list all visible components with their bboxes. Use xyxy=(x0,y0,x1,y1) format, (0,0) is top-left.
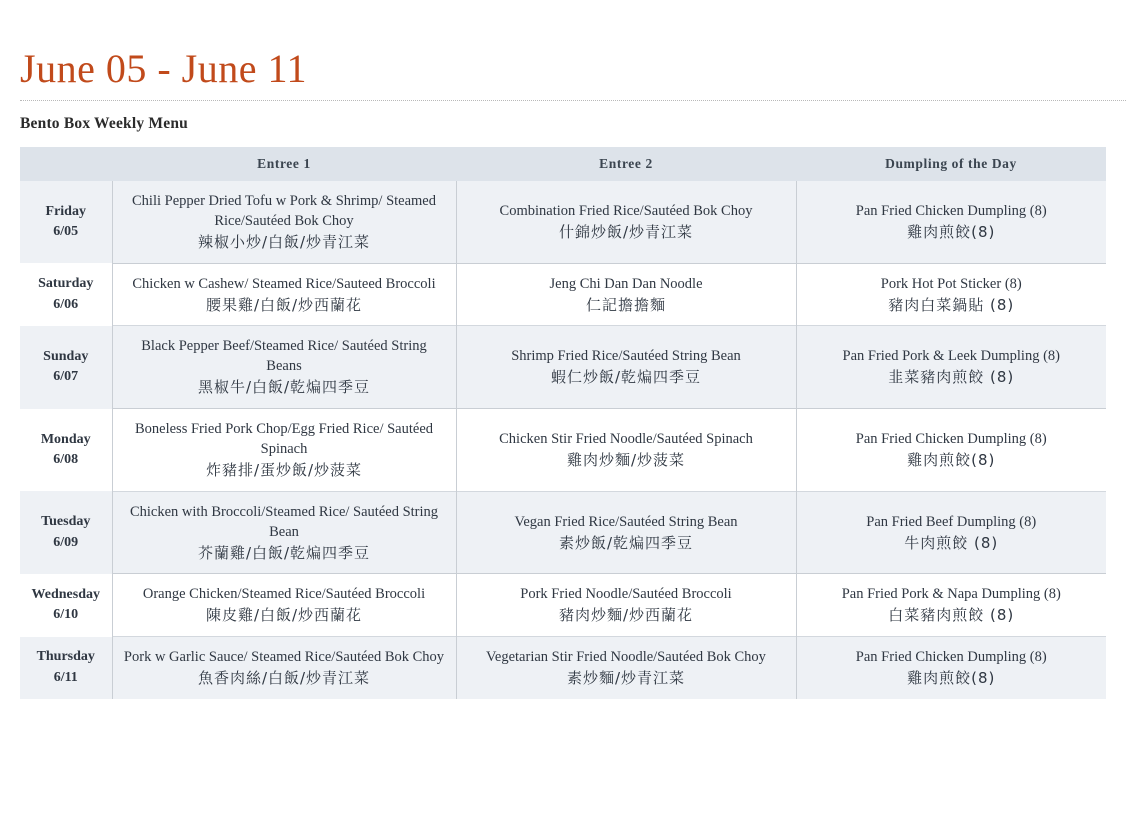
entree2-cell xyxy=(456,491,796,574)
dumpling-english: Pan Fried Chicken Dumpling (8) xyxy=(855,431,1047,448)
table-row xyxy=(20,263,1106,326)
dumpling-chinese: 雞肉煎餃(8) xyxy=(907,451,996,470)
dumpling-chinese: 豬肉白菜鍋貼 (8) xyxy=(888,295,1015,314)
entree2-chinese: 雞肉炒麵/炒菠菜 xyxy=(566,451,686,470)
dumpling-english: Pan Fried Pork & Napa Dumpling (8) xyxy=(841,586,1061,603)
entree1-english: Orange Chicken/Steamed Rice/Sautéed Broccoli xyxy=(142,586,426,603)
dumpling-cell xyxy=(796,326,1106,409)
entree2-cell xyxy=(456,181,796,263)
dumpling-cell xyxy=(796,574,1106,637)
entree1-cell xyxy=(112,181,456,263)
day-date: 6/08 xyxy=(53,451,79,467)
entree2-chinese: 蝦仁炒飯/乾煸四季豆 xyxy=(550,368,702,387)
dumpling-cell xyxy=(796,637,1106,699)
table-row xyxy=(20,574,1106,637)
entree1-chinese: 腰果雞/白飯/炒西蘭花 xyxy=(205,295,363,314)
entree1-chinese: 魚香肉絲/白飯/炒青江菜 xyxy=(197,669,371,688)
day-name: Monday xyxy=(40,431,91,447)
entree1-cell xyxy=(112,409,456,492)
column-header-day xyxy=(20,147,112,181)
row-day-cell xyxy=(20,637,112,699)
table-row xyxy=(20,326,1106,409)
entree2-english: Vegan Fried Rice/Sautéed String Bean xyxy=(514,513,738,530)
entree1-cell xyxy=(112,263,456,326)
day-date: 6/05 xyxy=(53,224,79,240)
entree1-cell xyxy=(112,326,456,409)
entree1-english: Chicken with Broccoli/Steamed Rice/ Sautéed String Bean xyxy=(129,503,439,540)
table-row xyxy=(20,409,1106,492)
entree2-cell xyxy=(456,637,796,699)
dumpling-cell xyxy=(796,263,1106,326)
entree2-english: Vegetarian Stir Fried Noodle/Sautéed Bok Choy xyxy=(486,649,766,666)
column-header-entree2: Entree 2 xyxy=(456,147,796,181)
day-date: 6/09 xyxy=(53,534,79,550)
dumpling-chinese: 韭菜豬肉煎餃 (8) xyxy=(888,368,1015,387)
entree2-cell xyxy=(456,409,796,492)
entree1-cell xyxy=(112,574,456,637)
table-row xyxy=(20,637,1106,699)
entree1-chinese: 芥蘭雞/白飯/乾煸四季豆 xyxy=(197,543,371,562)
entree1-english: Chicken w Cashew/ Steamed Rice/Sauteed Broccoli xyxy=(132,275,436,292)
page-title: June 05 - June 11 xyxy=(20,46,307,91)
title-divider xyxy=(20,100,1126,101)
row-day-cell xyxy=(20,409,112,492)
menu-subtitle: Bento Box Weekly Menu xyxy=(20,115,188,132)
dumpling-cell xyxy=(796,181,1106,263)
entree2-chinese: 仁記擔擔麵 xyxy=(585,295,666,314)
entree1-cell xyxy=(112,637,456,699)
weekly-menu-table xyxy=(20,147,1106,699)
entree2-chinese: 素炒飯/乾煸四季豆 xyxy=(558,533,694,552)
entree1-chinese: 陳皮雞/白飯/炒西蘭花 xyxy=(205,606,363,625)
table-header xyxy=(20,147,1106,181)
column-header-dumpling: Dumpling of the Day xyxy=(796,147,1106,181)
day-name: Saturday xyxy=(38,276,94,292)
day-name: Sunday xyxy=(43,348,89,364)
dumpling-chinese: 雞肉煎餃(8) xyxy=(907,223,996,241)
column-header-entree1: Entree 1 xyxy=(112,147,456,181)
entree2-cell xyxy=(456,263,796,326)
row-day-cell xyxy=(20,263,112,326)
entree2-english: Chicken Stir Fried Noodle/Sautéed Spinach xyxy=(499,431,753,448)
day-name: Thursday xyxy=(36,649,95,665)
day-name: Friday xyxy=(45,203,86,219)
day-name: Tuesday xyxy=(41,514,91,530)
table-row xyxy=(20,181,1106,263)
table-body xyxy=(20,181,1106,699)
dumpling-english: Pan Fried Chicken Dumpling (8) xyxy=(855,649,1047,666)
entree1-chinese: 黑椒牛/白飯/乾煸四季豆 xyxy=(197,378,371,397)
entree2-chinese: 豬肉炒麵/炒西蘭花 xyxy=(558,606,694,625)
day-date: 6/10 xyxy=(53,607,79,623)
entree1-cell xyxy=(112,491,456,574)
day-name: Wednesday xyxy=(31,586,100,602)
dumpling-chinese: 牛肉煎餃 (8) xyxy=(904,533,999,552)
row-day-cell xyxy=(20,181,112,263)
entree1-chinese: 炸豬排/蛋炒飯/炒菠菜 xyxy=(205,461,363,480)
entree2-cell xyxy=(456,574,796,637)
day-date: 6/11 xyxy=(53,669,78,685)
row-day-cell xyxy=(20,491,112,574)
day-date: 6/06 xyxy=(53,296,79,312)
row-day-cell xyxy=(20,326,112,409)
entree1-english: Pork w Garlic Sauce/ Steamed Rice/Sautéed Bok Choy xyxy=(123,649,445,666)
dumpling-english: Pan Fried Chicken Dumpling (8) xyxy=(855,203,1047,219)
entree1-english: Black Pepper Beef/Steamed Rice/ Sautéed String Beans xyxy=(141,338,427,375)
dumpling-cell xyxy=(796,491,1106,574)
dumpling-chinese: 雞肉煎餃(8) xyxy=(907,669,996,688)
dumpling-english: Pan Fried Beef Dumpling (8) xyxy=(866,513,1037,530)
row-day-cell xyxy=(20,574,112,637)
entree1-english: Boneless Fried Pork Chop/Egg Fried Rice/ Sautéed Spinach xyxy=(134,421,434,458)
entree2-english: Jeng Chi Dan Dan Noodle xyxy=(549,275,703,292)
entree1-chinese: 辣椒小炒/白飯/炒青江菜 xyxy=(197,233,371,251)
entree2-cell xyxy=(456,326,796,409)
entree2-english: Shrimp Fried Rice/Sautéed String Bean xyxy=(511,348,741,365)
table-row xyxy=(20,491,1106,574)
dumpling-english: Pan Fried Pork & Leek Dumpling (8) xyxy=(842,348,1060,365)
entree2-chinese: 什錦炒飯/炒青江菜 xyxy=(558,223,694,241)
dumpling-chinese: 白菜豬肉煎餃 (8) xyxy=(888,606,1015,625)
entree2-english: Pork Fried Noodle/Sautéed Broccoli xyxy=(520,586,732,603)
entree2-chinese: 素炒麵/炒青江菜 xyxy=(566,669,686,688)
dumpling-cell xyxy=(796,409,1106,492)
entree2-english: Combination Fried Rice/Sautéed Bok Choy xyxy=(499,203,753,219)
entree1-english: Chili Pepper Dried Tofu w Pork & Shrimp/ Steamed Rice/Sautéed Bok Choy xyxy=(132,193,436,229)
day-date: 6/07 xyxy=(53,369,79,385)
dumpling-english: Pork Hot Pot Sticker (8) xyxy=(880,275,1022,292)
